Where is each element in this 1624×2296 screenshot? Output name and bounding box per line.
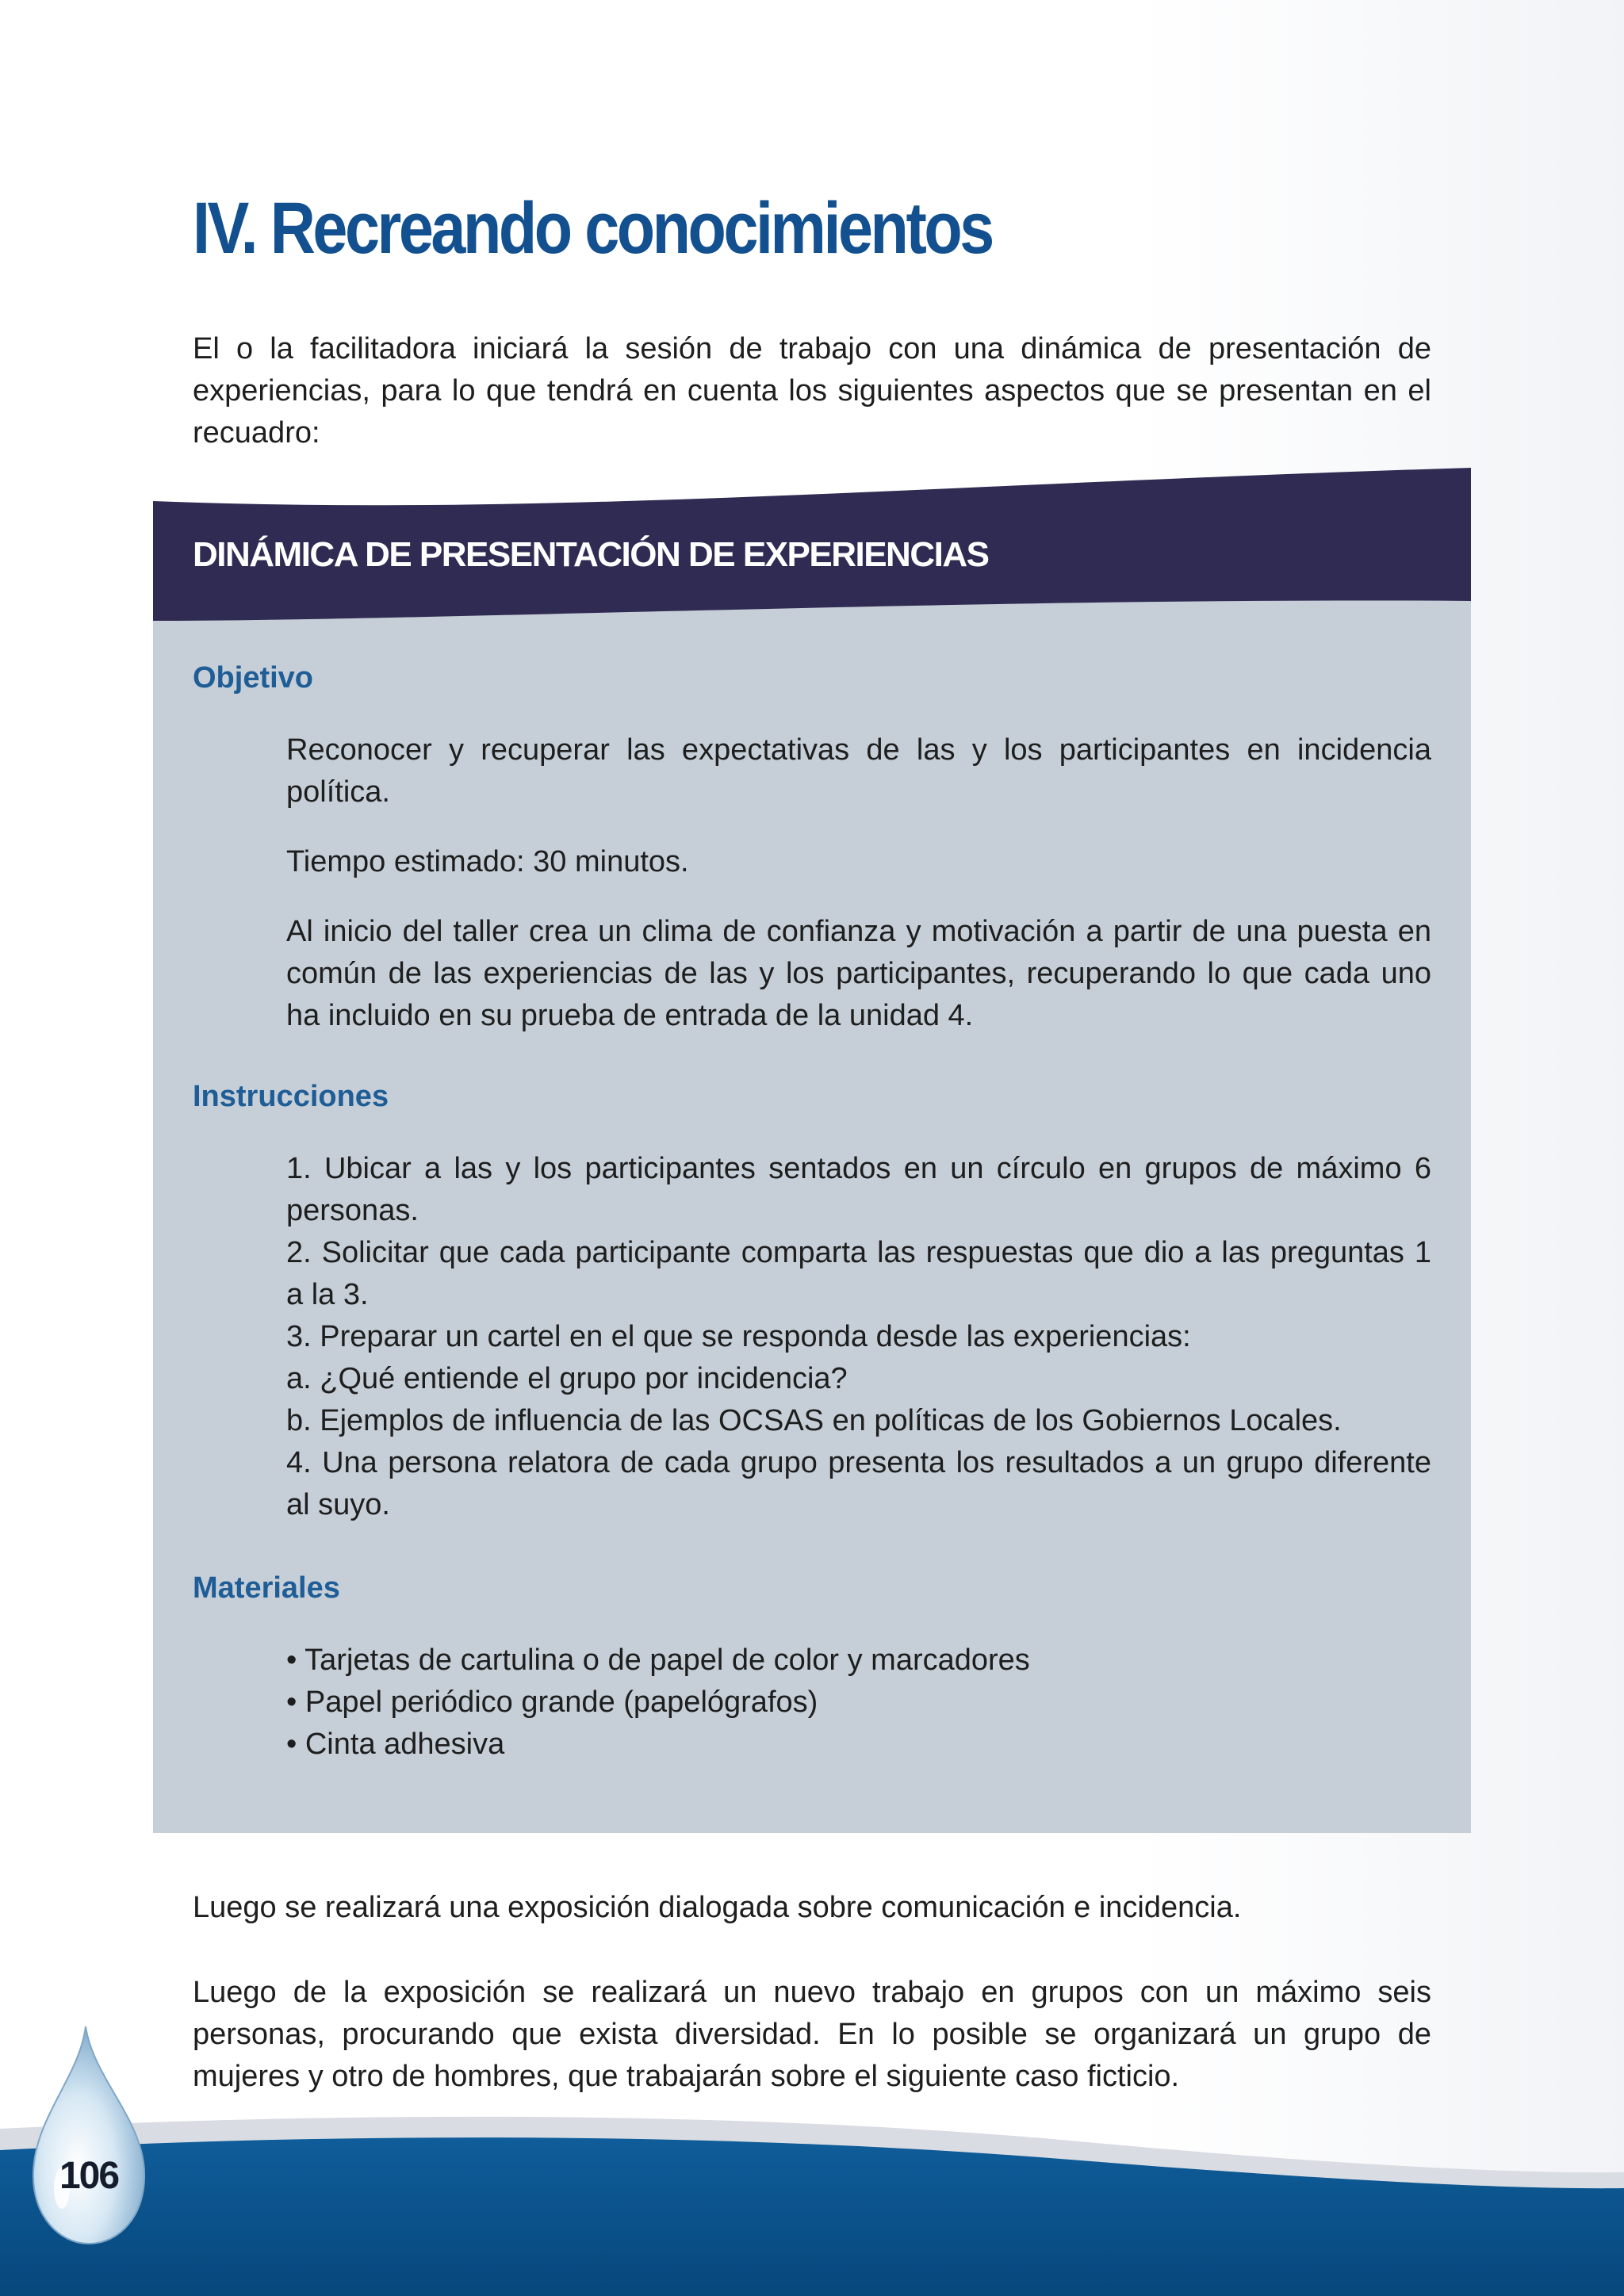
heading-objetivo: Objetivo <box>193 661 314 695</box>
materiales-list <box>286 1640 1431 1766</box>
heading-instrucciones: Instrucciones <box>193 1080 389 1113</box>
instruction-item: b. Ejemplos de influencia de las OCSAS en políticas de los Gobiernos Locales. <box>286 1404 1342 1437</box>
intro-paragraph: El o la facilitadora iniciará la sesión de trabajo con una dinámica de presentación de experiencias, para lo que tendrá en cuenta los siguientes aspectos que se presentan en el recuadro: <box>193 332 1431 450</box>
objetivo-text: Reconocer y recuperar las expectativas de las y los participantes en incidencia política. <box>286 733 1431 809</box>
followup-paragraph: Luego se realizará una exposición dialogada sobre comunicación e incidencia. <box>193 1891 1242 1924</box>
page-title: IV. Recreando conocimientos <box>193 188 992 269</box>
activity-box <box>153 468 1471 1833</box>
group-work-paragraph: Luego de la exposición se realizará un nuevo trabajo en grupos con un máximo seis personas, procurando que exista diversidad. En lo posible se organizará un grupo de mujeres y otro de hombres, que trabajarán sobre el siguiente caso ficticio. <box>193 1976 1431 2093</box>
objetivo-description: Al inicio del taller crea un clima de confianza y motivación a partir de una puesta en común de las experiencias de las y los participantes, recuperando lo que cada uno ha incluido en su prueba de entrada de la unidad 4. <box>286 915 1431 1032</box>
instruction-item: 3. Preparar un cartel en el que se responda desde las experiencias: <box>286 1320 1191 1353</box>
instruction-item: 2. Solicitar que cada participante comparta las respuestas que dio a las preguntas 1 a la 3. <box>286 1236 1431 1311</box>
box-title: DINÁMICA DE PRESENTACIÓN DE EXPERIENCIAS <box>193 535 989 574</box>
material-item: • Tarjetas de cartulina o de papel de color y marcadores <box>286 1644 1030 1677</box>
page-number: 106 <box>59 2155 119 2197</box>
instrucciones-list <box>286 1148 1431 1526</box>
instruction-item: 4. Una persona relatora de cada grupo presenta los resultados a un grupo diferente al suyo. <box>286 1446 1431 1521</box>
material-item: • Cinta adhesiva <box>286 1728 505 1761</box>
material-item: • Papel periódico grande (papelógrafos) <box>286 1686 818 1719</box>
instruction-item: 1. Ubicar a las y los participantes sentados en un círculo en grupos de máximo 6 personas. <box>286 1152 1431 1227</box>
heading-materiales: Materiales <box>193 1571 340 1605</box>
estimated-time: Tiempo estimado: 30 minutos. <box>286 845 689 878</box>
instruction-item: a. ¿Qué entiende el grupo por incidencia? <box>286 1362 848 1395</box>
objetivo-content <box>286 729 1431 1037</box>
